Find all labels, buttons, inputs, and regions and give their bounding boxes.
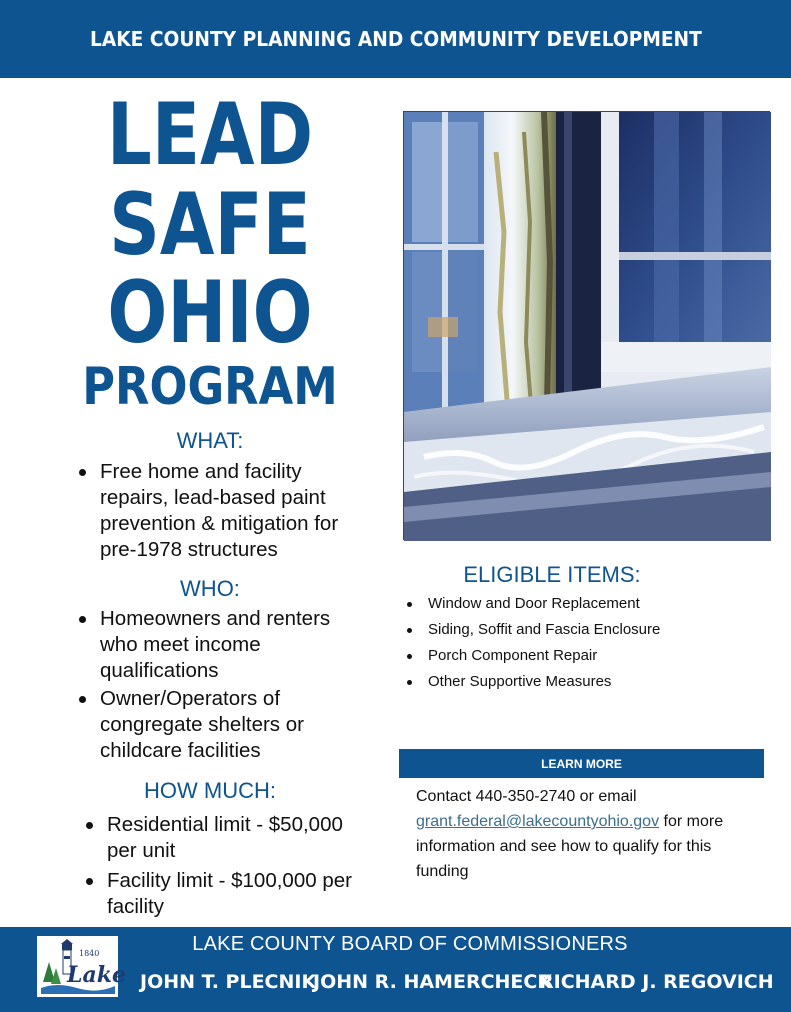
contact-text [416, 784, 736, 884]
list-item: Owner/Operators of congregate shelters or childcare facilities [76, 686, 361, 764]
list-item: Homeowners and renters who meet income qualifications [76, 606, 361, 684]
list-item: Window and Door Replacement [401, 591, 741, 617]
list-item: Siding, Soffit and Fascia Enclosure [401, 617, 741, 643]
list-item: Porch Component Repair [401, 643, 741, 669]
title-ohio: OHIO [107, 263, 313, 363]
eligible-list [401, 591, 741, 695]
lake-county-logo [37, 936, 126, 997]
logo-year: 1840 [79, 949, 100, 958]
eligible-heading: ELIGIBLE ITEMS: [463, 562, 641, 587]
commissioner-regovich: RICHARD J. REGOVICH [539, 971, 774, 993]
list-item: Facility limit - $100,000 per facility [83, 868, 363, 920]
who-list [76, 606, 361, 766]
email-link[interactable]: grant.federal@lakecountyohio.gov [416, 813, 660, 830]
contact-prefix: Contact 440-350-2740 or email [416, 788, 637, 805]
title-program: PROGRAM [82, 357, 338, 417]
commissioner-hamercheck: JOHN R. HAMERCHECK [313, 971, 553, 993]
list-item: Free home and facility repairs, lead-based paint prevention & mitigation for pre-1978 structures [76, 459, 361, 563]
board-of-commissioners: LAKE COUNTY BOARD OF COMMISSIONERS [192, 933, 628, 955]
learn-more-bar [399, 749, 764, 778]
how-much-heading: HOW MUCH: [144, 778, 276, 803]
learn-more-label: LEARN MORE [541, 756, 622, 771]
logo-wordmark: Lake [67, 962, 126, 988]
what-heading: WHAT: [176, 428, 244, 453]
how-much-list [83, 812, 363, 922]
title-lead: LEAD [106, 85, 314, 185]
what-list [76, 459, 361, 565]
header-title: LAKE COUNTY PLANNING AND COMMUNITY DEVELOPMENT [89, 27, 702, 51]
contact-suffix: for more information and see how to qualify for this funding [416, 813, 724, 880]
commissioner-plecnik: JOHN T. PLECNIK [140, 971, 317, 993]
header-bar [0, 0, 791, 78]
list-item: Other Supportive Measures [401, 669, 741, 695]
list-item: Residential limit - $50,000 per unit [83, 812, 363, 864]
title-safe: SAFE [109, 175, 311, 275]
who-heading: WHO: [180, 576, 240, 601]
peeling-paint-window-photo [403, 111, 770, 540]
